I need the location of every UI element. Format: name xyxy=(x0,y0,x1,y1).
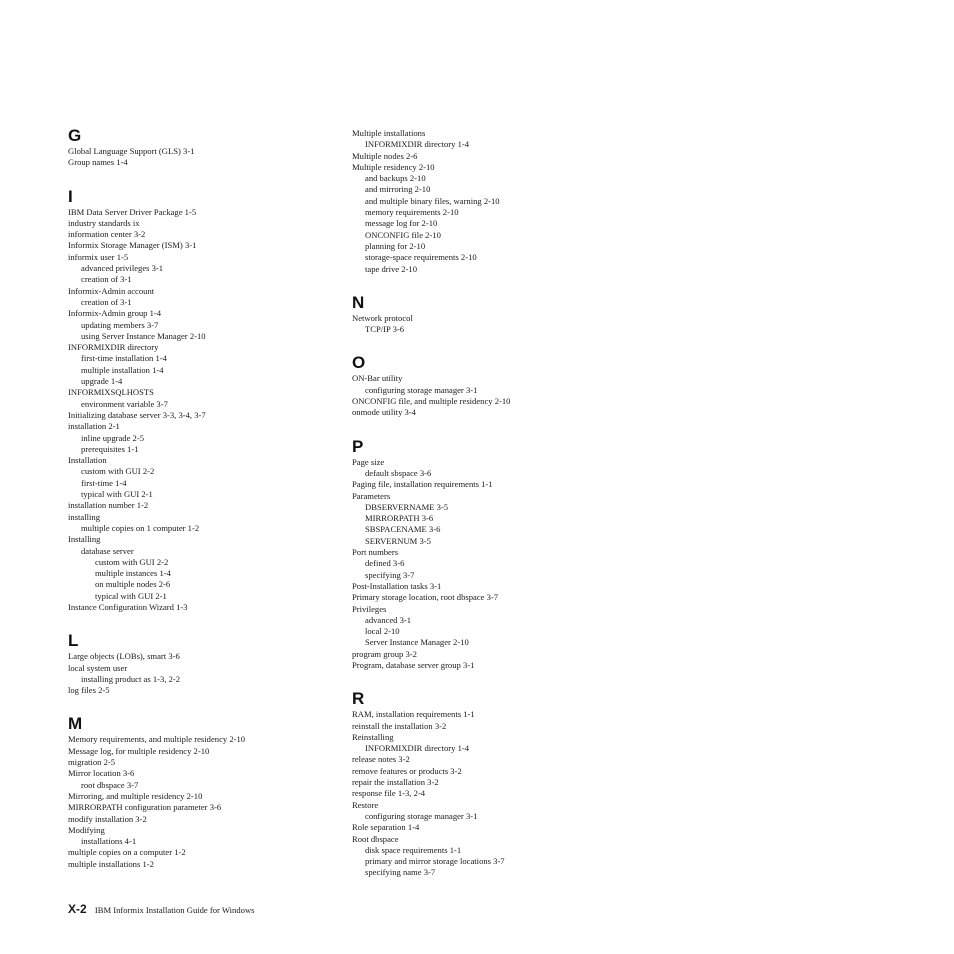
index-subentry: typical with GUI 2-1 xyxy=(81,489,153,500)
index-subentry: prerequisites 1-1 xyxy=(81,443,139,454)
index-subentry: typical with GUI 2-1 xyxy=(95,590,167,601)
index-section xyxy=(352,128,622,275)
index-entry: Large objects (LOBs), smart 3-6 xyxy=(68,651,180,662)
index-entry: IBM Data Server Driver Package 1-5 xyxy=(68,206,197,217)
index-entry: reinstall the installation 3-2 xyxy=(352,720,447,731)
index-subentry: specifying name 3-7 xyxy=(365,867,436,878)
index-subentry: primary and mirror storage locations 3-7 xyxy=(365,856,505,867)
index-subentry: multiple instances 1-4 xyxy=(95,568,171,579)
index-entry: log files 2-5 xyxy=(68,685,110,696)
index-subentry: tape drive 2-10 xyxy=(365,263,418,274)
index-subentry: local 2-10 xyxy=(365,626,400,637)
index-subentry: first-time 1-4 xyxy=(81,477,127,488)
index-subentry: configuring storage manager 3-1 xyxy=(365,384,478,395)
index-subentry: INFORMIXDIR directory 1-4 xyxy=(365,139,470,150)
index-entry: informix user 1-5 xyxy=(68,251,129,262)
index-section xyxy=(68,128,338,169)
index-entry: Paging file, installation requirements 1-1 xyxy=(352,479,493,490)
index-section xyxy=(352,355,622,418)
index-entry: installing xyxy=(68,511,100,522)
index-section xyxy=(68,716,338,870)
index-subentry: memory requirements 2-10 xyxy=(365,207,459,218)
index-subentry: storage-space requirements 2-10 xyxy=(365,252,477,263)
index-entry: information center 3-2 xyxy=(68,229,146,240)
index-entry: local system user xyxy=(68,662,128,673)
index-section xyxy=(352,292,622,336)
index-subentry: configuring storage manager 3-1 xyxy=(365,810,478,821)
index-entry: installation number 1-2 xyxy=(68,500,149,511)
page-number: X-2 xyxy=(68,902,87,916)
index-entry: MIRRORPATH configuration parameter 3-6 xyxy=(68,802,222,813)
index-subentry: multiple copies on 1 computer 1-2 xyxy=(81,522,200,533)
section-letter: G xyxy=(68,126,82,145)
index-entry: Page size xyxy=(352,456,385,467)
index-subentry: inline upgrade 2-5 xyxy=(81,432,145,443)
index-section xyxy=(352,436,622,672)
book-title: IBM Informix Installation Guide for Windows xyxy=(94,905,255,915)
index-section xyxy=(68,633,338,696)
index-section xyxy=(352,691,622,878)
index-column-left xyxy=(68,128,338,870)
index-subentry: advanced privileges 3-1 xyxy=(81,263,164,274)
index-entry: Instance Configuration Wizard 1-3 xyxy=(68,601,188,612)
index-entry: INFORMIXDIR directory xyxy=(68,342,159,353)
index-subentry: using Server Instance Manager 2-10 xyxy=(81,330,206,341)
index-entry: Privileges xyxy=(352,603,387,614)
index-entry: Informix-Admin account xyxy=(68,285,155,296)
index-subentry: custom with GUI 2-2 xyxy=(95,556,169,567)
index-entry: Root dbspace xyxy=(352,833,399,844)
index-entry: Informix Storage Manager (ISM) 3-1 xyxy=(68,240,197,251)
index-entry: Informix-Admin group 1-4 xyxy=(68,308,162,319)
index-subentry: on multiple nodes 2-6 xyxy=(95,579,171,590)
index-subentry: default sbspace 3-6 xyxy=(365,467,432,478)
index-entry: INFORMIXSQLHOSTS xyxy=(68,387,154,398)
page-footer xyxy=(68,902,255,916)
index-subentry: ONCONFIG file 2-10 xyxy=(365,229,441,240)
index-entry: Network protocol xyxy=(352,312,413,323)
index-entry: release notes 3-2 xyxy=(352,754,410,765)
index-subentry: SBSPACENAME 3-6 xyxy=(365,524,441,535)
index-entry: Memory requirements, and multiple residency 2-10 xyxy=(68,734,246,745)
index-subentry: upgrade 1-4 xyxy=(81,376,123,387)
index-subentry: multiple installation 1-4 xyxy=(81,364,164,375)
index-entry: Role separation 1-4 xyxy=(352,822,420,833)
index-subentry: and mirroring 2-10 xyxy=(365,184,431,195)
index-subentry: INFORMIXDIR directory 1-4 xyxy=(365,743,470,754)
index-entry: migration 2-5 xyxy=(68,757,116,768)
section-letter: I xyxy=(68,186,73,206)
index-subentry: defined 3-6 xyxy=(365,558,405,569)
index-entry: installation 2-1 xyxy=(68,421,120,432)
index-subentry: Server Instance Manager 2-10 xyxy=(365,637,469,648)
index-subentry: database server xyxy=(81,545,134,556)
index-entry: Mirror location 3-6 xyxy=(68,768,135,779)
index-subentry: MIRRORPATH 3-6 xyxy=(365,513,434,524)
section-letter: N xyxy=(352,292,365,312)
index-subentry: DBSERVERNAME 3-5 xyxy=(365,501,449,512)
index-subentry: custom with GUI 2-2 xyxy=(81,466,155,477)
index-entry: Multiple nodes 2-6 xyxy=(352,150,418,161)
index-entry: Post-Installation tasks 3-1 xyxy=(352,580,442,591)
index-entry: Initializing database server 3-3, 3-4, 3-7 xyxy=(68,409,206,420)
index-entry: Parameters xyxy=(352,490,391,501)
index-entry: multiple copies on a computer 1-2 xyxy=(68,847,186,858)
index-entry: Modifying xyxy=(68,824,105,835)
index-entry: ONCONFIG file, and multiple residency 2-10 xyxy=(352,396,511,407)
index-entry: Port numbers xyxy=(352,547,399,558)
index-entry: Program, database server group 3-1 xyxy=(352,659,475,670)
index-entry: modify installation 3-2 xyxy=(68,813,147,824)
section-letter: P xyxy=(352,436,364,456)
index-entry: multiple installations 1-2 xyxy=(68,858,154,869)
index-subentry: and multiple binary files, warning 2-10 xyxy=(365,195,500,206)
index-entry: Primary storage location, root dbspace 3-7 xyxy=(352,592,499,603)
section-letter: L xyxy=(68,631,79,651)
index-subentry: first-time installation 1-4 xyxy=(81,353,167,364)
index-subentry: installing product as 1-3, 2-2 xyxy=(81,673,181,684)
index-entry: Restore xyxy=(352,799,379,810)
index-subentry: planning for 2-10 xyxy=(365,240,426,251)
index-entry: Mirroring, and multiple residency 2-10 xyxy=(68,790,203,801)
index-entry: Multiple installations xyxy=(352,128,426,138)
index-entry: Installing xyxy=(68,534,101,545)
index-subentry: and backups 2-10 xyxy=(365,173,426,184)
section-letter: O xyxy=(352,353,366,373)
index-subentry: installations 4-1 xyxy=(81,836,137,847)
index-subentry: TCP/IP 3-6 xyxy=(365,324,405,335)
index-subentry: SERVERNUM 3-5 xyxy=(365,535,431,546)
index-subentry: specifying 3-7 xyxy=(365,569,415,580)
index-subentry: environment variable 3-7 xyxy=(81,398,168,409)
index-entry: Reinstalling xyxy=(352,731,394,742)
index-section xyxy=(68,186,338,614)
index-subentry: creation of 3-1 xyxy=(81,296,132,307)
index-entry: program group 3-2 xyxy=(352,648,417,659)
index-subentry: disk space requirements 1-1 xyxy=(365,844,462,855)
index-subentry: message log for 2-10 xyxy=(365,218,438,229)
index-subentry: advanced 3-1 xyxy=(365,614,412,625)
section-letter: M xyxy=(68,714,83,734)
index-entry: Message log, for multiple residency 2-10 xyxy=(68,745,210,756)
index-entry: Global Language Support (GLS) 3-1 xyxy=(68,146,195,156)
index-subentry: updating members 3-7 xyxy=(81,319,159,330)
index-column-right xyxy=(352,128,622,879)
index-entry: Installation xyxy=(68,455,107,466)
index-entry: response file 1-3, 2-4 xyxy=(352,788,426,799)
index-entry: Group names 1-4 xyxy=(68,157,128,168)
index-entry: onmode utility 3-4 xyxy=(352,407,416,418)
index-entry: ON-Bar utility xyxy=(352,373,403,384)
index-subentry: root dbspace 3-7 xyxy=(81,779,139,790)
index-entry: RAM, installation requirements 1-1 xyxy=(352,709,475,720)
index-subentry: creation of 3-1 xyxy=(81,274,132,285)
index-entry: industry standards ix xyxy=(68,217,140,228)
section-letter: R xyxy=(352,689,365,709)
index-entry: Multiple residency 2-10 xyxy=(352,161,435,172)
index-entry: repair the installation 3-2 xyxy=(352,777,439,788)
index-entry: remove features or products 3-2 xyxy=(352,765,462,776)
